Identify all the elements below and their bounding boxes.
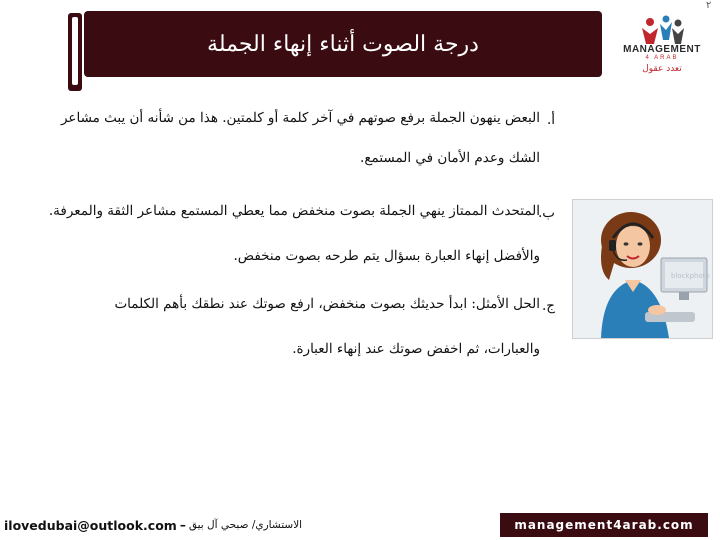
- decorative-pillar: [68, 13, 82, 91]
- footer-email: ilovedubai@outlook.com: [4, 517, 177, 533]
- item-text-line: الحل الأمثل: ابدأ حديثك بصوت منخفض، ارفع صوتك عند نطقك بأهم الكلمات: [114, 296, 540, 312]
- call-center-agent-illustration-icon: [573, 200, 712, 338]
- photo-watermark: blockphoto: [671, 272, 710, 280]
- footer-author: الاستشاري/ صبحي آل بيق: [188, 519, 303, 531]
- item-text-line: والأفضل إنهاء العبارة بسؤال يتم طرحه بصوت منخفض.: [233, 248, 540, 264]
- slide-title: درجة الصوت أثناء إنهاء الجملة: [207, 31, 479, 57]
- item-text-line: الشك وعدم الأمان في المستمع.: [360, 150, 540, 166]
- item-text-line: والعبارات، ثم اخفض صوتك عند إنهاء العبارة.: [292, 341, 540, 357]
- logo-wordmark-sub: 4 ARAB: [645, 55, 679, 61]
- slide-number: ٢: [706, 0, 712, 11]
- list-item: [48, 203, 540, 265]
- list-item: [60, 110, 540, 172]
- footer-website: management4arab.com: [500, 513, 708, 537]
- footer-separator: –: [179, 518, 186, 532]
- item-marker: ج.: [541, 298, 555, 314]
- agent-photo: [572, 199, 713, 339]
- item-text-line: المتحدث الممتاز ينهي الجملة بصوت منخفض مما يعطي المستمع مشاعر الثقة والمعرفة.: [48, 203, 540, 219]
- item-marker: أ.: [546, 112, 555, 128]
- footer-author-bar: [0, 513, 320, 537]
- logo-tagline: تعدد عقول: [642, 64, 682, 74]
- list-item: [80, 298, 540, 358]
- logo-wordmark: MANAGEMENT: [623, 44, 701, 55]
- item-marker: ب.: [537, 205, 555, 221]
- item-text-line: البعض ينهون الجملة برفع صوتهم في آخر كلمة أو كلمتين. هذا من شأنه أن يبث مشاعر: [60, 110, 540, 126]
